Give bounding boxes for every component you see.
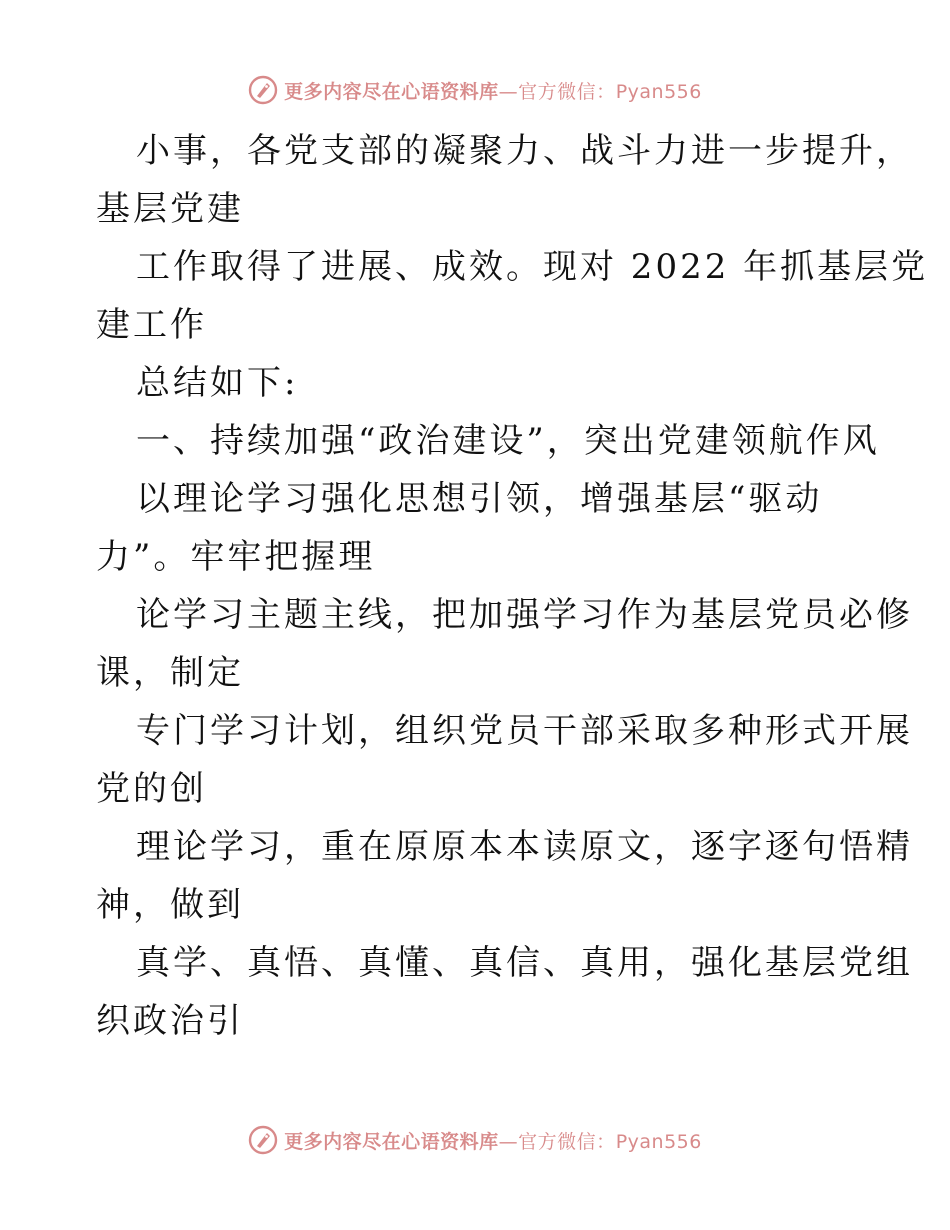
body-line: 神，做到	[96, 885, 244, 925]
watermark-separator: —	[498, 1130, 519, 1153]
watermark-wechat-label: 官方微信：	[518, 1130, 616, 1153]
watermark-wechat-id: Pyan556	[615, 1130, 702, 1153]
body-line: 理论学习，重在原原本本读原文，逐字逐句悟精	[136, 827, 913, 867]
body-line: 小事，各党支部的凝聚力、战斗力进一步提升，	[136, 131, 913, 171]
section-heading: 一、持续加强“政治建设”，突出党建领航作风	[136, 421, 880, 461]
watermark-site-name: 更多内容尽在心语资料库	[284, 80, 499, 103]
watermark-separator: —	[498, 80, 519, 103]
watermark-text	[284, 77, 702, 104]
header-watermark	[0, 70, 950, 110]
body-line: 以理论学习强化思想引领，增强基层“驱动	[136, 479, 823, 519]
watermark-site-name: 更多内容尽在心语资料库	[284, 1130, 499, 1153]
body-line: 建工作	[96, 305, 207, 345]
body-line: 力”。牢牢把握理	[96, 537, 376, 577]
pen-nib-logo-icon	[248, 1125, 278, 1155]
body-line: 专门学习计划，组织党员干部采取多种形式开展	[136, 711, 913, 751]
watermark-wechat-id: Pyan556	[615, 80, 702, 103]
pen-nib-logo-icon	[248, 75, 278, 105]
footer-watermark	[0, 1120, 950, 1160]
document-body	[96, 122, 929, 1050]
body-line: 总结如下:	[136, 363, 299, 403]
body-line: 织政治引	[96, 1001, 244, 1041]
body-line: 党的创	[96, 769, 207, 809]
body-line: 工作取得了进展、成效。现对 2022 年抓基层党	[136, 247, 929, 287]
body-line: 论学习主题主线，把加强学习作为基层党员必修	[136, 595, 913, 635]
body-line: 基层党建	[96, 189, 244, 229]
watermark-text	[284, 1127, 702, 1154]
body-line: 真学、真悟、真懂、真信、真用，强化基层党组	[136, 943, 913, 983]
body-line: 课，制定	[96, 653, 244, 693]
watermark-wechat-label: 官方微信：	[518, 80, 616, 103]
